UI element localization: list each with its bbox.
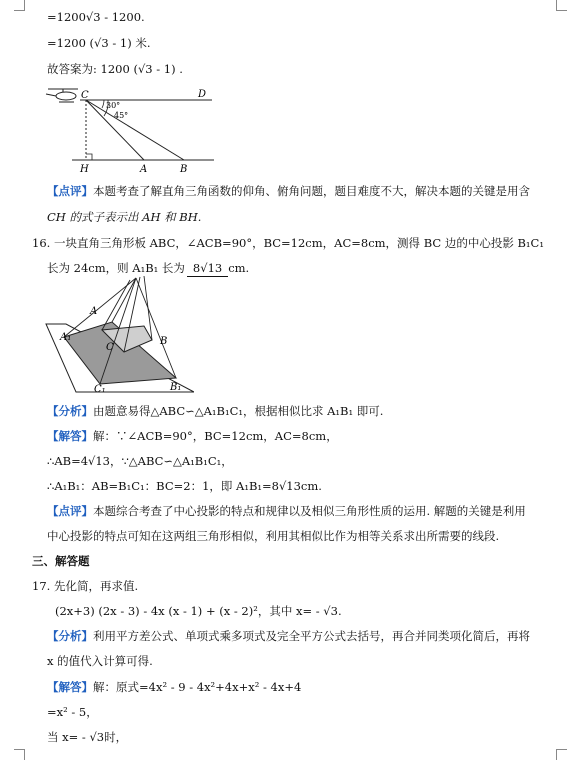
- fig2-label-c: C: [106, 342, 114, 353]
- solution-1-step-1: ∴AB=4√13，∵△ABC∽△A₁B₁C₁，: [47, 454, 233, 468]
- crop-mark-bottom-left: [14, 749, 25, 760]
- fig1-label-d: D: [198, 89, 207, 100]
- fig2-label-b1: B₁: [170, 382, 182, 393]
- fig2-label-a1: A₁: [60, 332, 72, 343]
- question-16-line-2: 长为 24cm，则 A₁B₁ 长为 8√13 cm.: [47, 261, 250, 275]
- helicopter-icon: [46, 89, 78, 102]
- crop-mark-top-right: [556, 0, 567, 11]
- fig1-label-h: H: [80, 164, 89, 175]
- solution-1: 【解答】解：∵∠ACB=90°，BC=12cm，AC=8cm，: [47, 429, 338, 443]
- fig1-label-a: A: [140, 164, 148, 175]
- line-3: 故答案为: 1200 (√3 - 1) .: [47, 62, 183, 76]
- answer-blank: 8√13: [187, 260, 228, 277]
- analysis-1: 【分析】由题意易得△ABC∽△A₁B₁C₁，根据相似比求 A₁B₁ 即可.: [47, 404, 384, 418]
- solution-2: 【解答】解：原式=4x² - 9 - 4x²+4x+x² - 4x+4: [47, 680, 302, 694]
- fig1-angle-30: 30°: [106, 101, 121, 110]
- figure-elevation-angles: [44, 84, 224, 176]
- solution-2-step-1: =x² - 5，: [47, 705, 98, 719]
- fig1-label-c: C: [81, 90, 89, 101]
- crop-mark-top-left: [14, 0, 25, 11]
- crop-mark-bottom-right: [556, 749, 567, 760]
- figure-central-projection: [44, 274, 194, 398]
- question-17-expression: (2x+3) (2x - 3) - 4x (x - 1) + (x - 2)²，其中 x= - √3.: [55, 604, 342, 618]
- comment-1-line-1: 【点评】本题考查了解直角三角函数的仰角、俯角问题，题目难度不大，解决本题的关键是用含: [47, 184, 530, 198]
- comment-tag: 【点评】: [47, 184, 93, 198]
- fig1-angle-45: 45°: [114, 111, 129, 120]
- comment-1-line-2: CH 的式子表示出 AH 和 BH.: [47, 210, 202, 224]
- fig2-label-a: A: [90, 306, 98, 317]
- analysis-2-line-1: 【分析】利用平方差公式、单项式乘多项式及完全平方公式去括号，再合并同类项化简后，再将: [47, 629, 530, 643]
- line-2: =1200 (√3 - 1) 米.: [47, 36, 151, 50]
- comment-2-line-1: 【点评】本题综合考查了中心投影的特点和规律以及相似三角形性质的运用. 解题的关键是利用: [47, 504, 526, 518]
- fig2-label-b: B: [160, 336, 168, 347]
- line-1: =1200√3 - 1200.: [47, 10, 145, 24]
- solution-2-step-2: 当 x= - √3时，: [47, 730, 128, 744]
- fig2-label-c1: C₁: [94, 384, 106, 395]
- solution-1-step-2: ∴A₁B₁：AB=B₁C₁：BC=2：1，即 A₁B₁=8√13cm.: [47, 479, 322, 493]
- question-16-line-1: 16. 一块直角三角形板 ABC，∠ACB=90°，BC=12cm，AC=8cm，测得 BC 边的中心投影 B₁C₁: [32, 236, 544, 250]
- question-17: 17. 先化简，再求值.: [32, 579, 139, 593]
- comment-2-line-2: 中心投影的特点可知在这两组三角形相似，利用其相似比作为相等关系求出所需要的线段.: [47, 529, 500, 543]
- fig1-label-b: B: [180, 164, 188, 175]
- analysis-2-line-2: x 的值代入计算可得.: [47, 654, 153, 668]
- section-heading: 三、解答题: [32, 554, 90, 568]
